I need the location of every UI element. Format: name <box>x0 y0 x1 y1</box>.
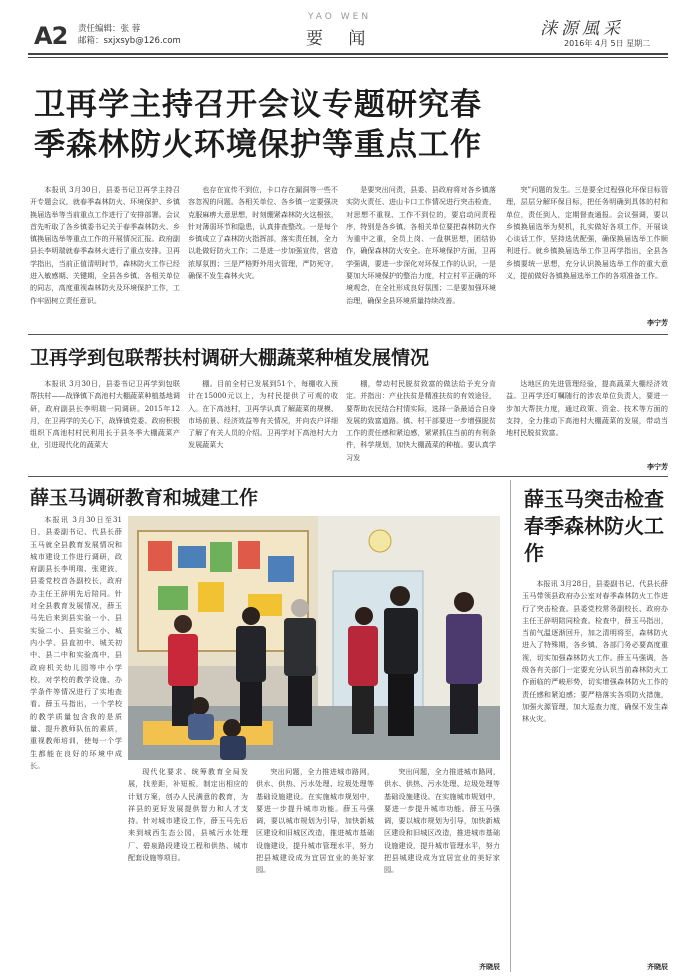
section-divider <box>28 334 668 335</box>
article3-column-2 <box>128 766 248 972</box>
article2-column-1 <box>30 378 180 474</box>
article1-column-2 <box>188 184 338 328</box>
header-rule-thin <box>28 57 668 58</box>
classroom-photo-illustration <box>128 516 500 760</box>
section-divider-2 <box>28 476 668 477</box>
article1-column-4 <box>506 184 668 316</box>
editor-line: 责任编辑：张 蓉 <box>78 24 141 34</box>
article2-headline: 卫再学到包联帮扶村调研大棚蔬菜种植发展情况 <box>30 347 430 369</box>
article3-text-1: 本报讯 3月30日至31日，县委副书记、代县长薛玉马就全县教育发展情况和城市建设工作进行调研，政府副县长李明瑞、张建波，县委党校首各副校长，政府办主任王辞明先后陪同。针对全县教育发展情况，薛玉马先后来到县实验一小、县实验二小、县实验三小、城内小学、县直初中、城关初中、县二中和实验高中、县政府机关幼儿园等中小学校，对学校的教学设施、办学条件等情况进行了实地查看。薛玉马指出，一个学校的教学质量包含我的是质量、提升教师队伍的素质，重视教师培训，使每一个学生都能在良好的环境中成长。 <box>30 515 122 770</box>
page-header <box>0 0 700 62</box>
article3-headline: 薛玉马调研教育和城建工作 <box>30 487 259 509</box>
column-divider <box>510 480 511 972</box>
headline-line-1: 卫再学主持召开会议专题研究春 <box>34 87 482 123</box>
article4-text: 本报讯 3月28日，县委副书记、代县长薛玉马带领县政府办公室对春季森林防火工作进行了突击检查。县委党校常务副校长、政府办主任王辞明陪同检查。检查中，薛玉马指出，当前气温逐渐回升，加之清明将至，森林防火进入了特殊期，各乡镇、各部门务必要高度重视，切实加强森林防火工作。薛玉马强调，各级各有关部门一定要充分认识当前森林防火工作面临的严峻形势，切实增强森林防火工作的责任感和紧迫感；要严格落实各项防火措施，加强火源管理，加大巡查力度，确保不发生森林火灾。 <box>522 579 668 724</box>
article3-column-1 <box>30 514 122 970</box>
article2-column-2 <box>188 378 338 474</box>
article3-author: 齐晓辰 <box>479 963 500 971</box>
headline-line-2: 季森林防火环境保护等重点工作 <box>34 127 482 163</box>
article1-author: 李宁芳 <box>647 319 668 327</box>
section-name: 要 闻 <box>306 29 376 49</box>
news-photo <box>128 516 500 760</box>
page-number: A2 <box>34 22 68 50</box>
article1-text-3: 是要突出问责，县委、县政府将对各乡镇落实防火责任、进山卡口工作情况进行突击检查，对思想不重视、工作不到位的，要启动问责程序，特别是各乡镇、各相关单位要把森林防火作为重中之重，全员上岗、一盘棋思想，团结协作，确保森林防火安全。在环境保护方面，卫再学强调，要进一步深化对环保工作的认识，一是要加大环境保护的整治力度，村立村平正确的环境观念，在全社形成良好氛围；二是要加强环境治理，确保全县环境质量持续改善。 <box>346 185 496 305</box>
article1-text-4: 突”问题的发生。三是要全过程强化环保目标管理，层层分解环保目标，把任务明确到具体的村和单位，责任到人，定期督查通报。会议强调，要以乡镇换届选举为契机，扎实做好各项工作，开展谈心谈话工作，坚持选优配强，确保换届选举工作顺利进行。就乡镇换届选举工作卫再学指出，全县各乡镇要统一思想，充分认识换届选举工作的重大意义，提前做好各镇换届选举工作的各项准备工作。 <box>506 185 668 281</box>
article1-text-2: 也存在宣传不到位，卡口存在漏洞等一些不容忽视的问题。各相关单位、各乡镇一定要强决克服麻痹大意思想，时刻绷紧森林防火这根弦，针对薄弱环节和隐患，认真排查整改。一是每个乡镇成立了森林防火指挥部，落实责任制，全力以赴做好防火工作；二是进一步加强宣传，营造浓厚氛围；三是严格野外用火管理，严防死守，确保不发生森林火灾。 <box>188 185 338 281</box>
article1-column-1 <box>30 184 180 328</box>
article3-text-2: 现代化要求、统筹教育全局发展，找差距，补短板，制定出相应的计划方案，创办人民满意的教育，为祥县的更好发展提供智力和人才支持。针对城市建设工作，薛玉马先后来到城西生态公园，县城污水处理厂、碧泉路段建设工程和供热、城市配套设施等项目。 <box>128 767 248 863</box>
article2-column-3 <box>346 378 496 474</box>
issue-date: 2016年 4月 5日 星期二 <box>564 39 651 48</box>
article3-text-4: 突出问题，全力推进城市路网，供水、供热、污水处理、垃圾处理等基础设施建设。在实施城市规划中，要进一步提升城市功能。薛玉马强调，要以城市规划为引导，加快新城区建设和旧城区改造，推进城市基础设施建设，提升城市管理水平，努力把县城建设成为宜居宜业的美好家园。 <box>384 767 500 875</box>
article1-text-1: 本报讯 3月30日，县委书记卫再学主持召开专题会议，就春季森林防火、环境保护、乡镇换届选举等当前重点工作进行了安排部署。会议首先听取了各乡镇委书记关于春季森林防火、乡镇换届选举等重点工作的开展情况汇报。政府副县长李明瑞就春季森林火进行了重点安排。卫再学指出，当前正值清明时节，森林防火工作已经进入敏感期、关键期，全县各乡镇、各相关单位的同志，高度重视森林防火及环境保护工作，工作牢固树立责任意识。 <box>30 185 180 305</box>
article4-headline: 薛玉马突击检查春季森林防火工作 <box>524 487 664 565</box>
article2-text-4: 达地区的先进管理经验，提高蔬菜大棚经济效益。卫再学还叮嘱随行的涉农单位负责人，要进一步加大帮扶力度，通过政策、资金、技术等方面的支持，全力推动下高池村大棚蔬菜的发展，带动当地村民脱贫致富。 <box>506 379 668 438</box>
email-line: 邮箱：sxjxsyb@126.com <box>78 36 181 46</box>
header-rule <box>28 53 668 55</box>
article1-column-3 <box>346 184 496 328</box>
article3-column-3 <box>256 766 374 972</box>
article4-column <box>522 578 668 960</box>
article3-column-4 <box>384 766 500 962</box>
article2-text-1: 本报讯 3月30日，县委书记卫再学到包联帮扶村——战锋镇下高池村大棚蔬菜种植基地调研，政府副县长李明瑞一同调研。2015年12月，在卫再学的关心下，战锋镇党委、政府积极组织下高池村村民利用长于县冬季大棚蔬菜产业，引进现代化的蔬菜大 <box>30 379 180 450</box>
article2-author: 李宁芳 <box>647 463 668 471</box>
article2-text-2: 棚。目前全村已发展到51个，每棚收入预计在15000元以上，为村民提供了可观的收入。在下高池村，卫再学认真了解蔬菜的规模、市场前景、经济效益等有关情况，并向农户详细了解了有关人员的介绍。卫再学对下高池村大力发展蔬菜大 <box>188 379 338 450</box>
article4-author: 齐晓辰 <box>647 963 668 971</box>
article2-text-3: 棚，带动村民脱贫致富的做法给予充分肯定。并指出：产业扶贫是精准扶贫的有效途径，要帮助农民结合村情实际，选择一条最适合自身发展的致富道路。镇、村干部要进一步增强脱贫工作的责任感和紧迫感，紧紧抓住当前的有利条件，科学规划，加快大棚蔬菜的种植。要认真学习发 <box>346 379 496 462</box>
article2-column-4 <box>506 378 668 462</box>
newspaper-name: 涞源風采 <box>540 19 624 39</box>
section-name-en: YAO WEN <box>308 12 372 22</box>
article3-text-3: 突出问题，全力推进城市路网，供水、供热、污水处理、垃圾处理等基础设施建设。在实施城市规划中，要进一步提升城市功能。薛玉马强调，要以城市规划为引导，加快新城区建设和旧城区改造，推进城市基础设施建设，提升城市管理水平，努力把县城建设成为宜居宜业的美好家园。 <box>256 767 374 875</box>
